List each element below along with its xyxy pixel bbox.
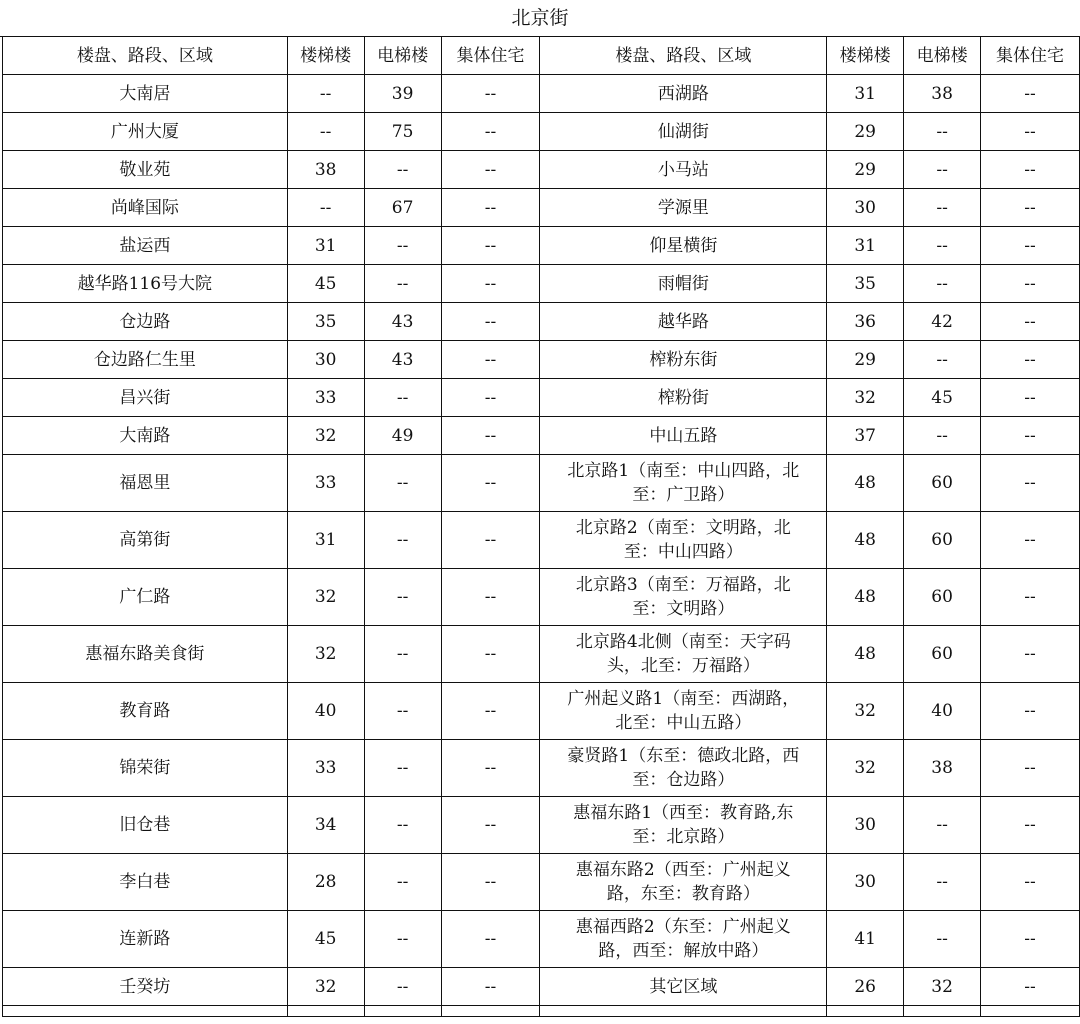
price-cell: 31 xyxy=(827,227,904,265)
header-cell: 楼梯楼 xyxy=(287,37,364,75)
table-row xyxy=(3,968,1080,1006)
location-cell: 小马站 xyxy=(540,151,827,189)
price-cell: -- xyxy=(981,455,1080,512)
price-cell: -- xyxy=(441,379,540,417)
location-cell: 李白巷 xyxy=(3,854,288,911)
price-cell: -- xyxy=(441,626,540,683)
price-cell: -- xyxy=(981,569,1080,626)
table-row xyxy=(3,417,1080,455)
price-cell: -- xyxy=(441,569,540,626)
header-cell: 集体住宅 xyxy=(981,37,1080,75)
table-row xyxy=(3,227,1080,265)
price-cell: -- xyxy=(441,911,540,968)
price-cell: -- xyxy=(364,512,441,569)
price-cell: 35 xyxy=(827,265,904,303)
price-cell: -- xyxy=(364,626,441,683)
price-cell: -- xyxy=(904,265,981,303)
price-cell: -- xyxy=(287,189,364,227)
price-cell: -- xyxy=(441,683,540,740)
price-cell: -- xyxy=(904,417,981,455)
table-row xyxy=(3,854,1080,911)
price-cell: -- xyxy=(981,683,1080,740)
location-cell: 锦荣街 xyxy=(3,740,288,797)
location-cell: 壬癸坊 xyxy=(3,968,288,1006)
price-cell: -- xyxy=(364,740,441,797)
empty-cell xyxy=(540,1006,827,1017)
price-cell: 67 xyxy=(364,189,441,227)
price-cell: -- xyxy=(364,911,441,968)
table-row xyxy=(3,113,1080,151)
price-cell: -- xyxy=(287,113,364,151)
price-cell: 35 xyxy=(287,303,364,341)
price-cell: 32 xyxy=(287,968,364,1006)
location-cell: 大南居 xyxy=(3,75,288,113)
price-cell: 38 xyxy=(904,75,981,113)
price-cell: -- xyxy=(981,113,1080,151)
price-cell: -- xyxy=(441,797,540,854)
location-cell: 盐运西 xyxy=(3,227,288,265)
header-cell: 集体住宅 xyxy=(441,37,540,75)
price-cell: 43 xyxy=(364,341,441,379)
price-cell: -- xyxy=(364,455,441,512)
table-row-partial xyxy=(3,1006,1080,1017)
price-cell: 34 xyxy=(287,797,364,854)
price-cell: -- xyxy=(904,854,981,911)
price-cell: -- xyxy=(287,75,364,113)
location-cell: 惠福东路2（西至：广州起义路，东至：教育路） xyxy=(540,854,827,911)
location-cell: 越华路 xyxy=(540,303,827,341)
price-cell: -- xyxy=(981,626,1080,683)
price-cell: -- xyxy=(981,189,1080,227)
price-cell: -- xyxy=(981,265,1080,303)
location-cell: 榨粉街 xyxy=(540,379,827,417)
price-cell: -- xyxy=(981,854,1080,911)
price-cell: 38 xyxy=(287,151,364,189)
location-cell: 旧仓巷 xyxy=(3,797,288,854)
location-cell: 昌兴街 xyxy=(3,379,288,417)
price-table xyxy=(2,36,1080,1017)
price-cell: -- xyxy=(364,151,441,189)
price-cell: -- xyxy=(364,379,441,417)
price-cell: -- xyxy=(904,227,981,265)
price-cell: 60 xyxy=(904,569,981,626)
price-cell: 33 xyxy=(287,740,364,797)
price-cell: -- xyxy=(981,740,1080,797)
table-title: 北京街 xyxy=(0,0,1080,37)
price-cell: -- xyxy=(441,417,540,455)
location-cell: 惠福西路2（东至：广州起义路，西至：解放中路） xyxy=(540,911,827,968)
price-cell: -- xyxy=(981,379,1080,417)
price-cell: -- xyxy=(904,911,981,968)
empty-cell xyxy=(3,1006,288,1017)
price-cell: -- xyxy=(904,797,981,854)
price-cell: 41 xyxy=(827,911,904,968)
location-cell: 广州起义路1（南至：西湖路，北至：中山五路） xyxy=(540,683,827,740)
price-cell: 30 xyxy=(287,341,364,379)
price-cell: 30 xyxy=(827,189,904,227)
location-cell: 北京路1（南至：中山四路，北至：广卫路） xyxy=(540,455,827,512)
table-row xyxy=(3,683,1080,740)
price-cell: -- xyxy=(981,417,1080,455)
price-cell: -- xyxy=(441,341,540,379)
price-cell: -- xyxy=(441,740,540,797)
price-cell: 32 xyxy=(287,626,364,683)
location-cell: 连新路 xyxy=(3,911,288,968)
location-cell: 大南路 xyxy=(3,417,288,455)
price-cell: 33 xyxy=(287,379,364,417)
price-cell: -- xyxy=(981,512,1080,569)
price-cell: 30 xyxy=(827,854,904,911)
price-cell: 32 xyxy=(827,740,904,797)
price-cell: -- xyxy=(441,75,540,113)
location-cell: 惠福东路美食街 xyxy=(3,626,288,683)
location-cell: 北京路3（南至：万福路，北至：文明路） xyxy=(540,569,827,626)
location-cell: 中山五路 xyxy=(540,417,827,455)
price-cell: 32 xyxy=(287,417,364,455)
price-cell: -- xyxy=(364,227,441,265)
empty-cell xyxy=(904,1006,981,1017)
location-cell: 雨帽街 xyxy=(540,265,827,303)
price-cell: 31 xyxy=(287,512,364,569)
price-cell: 45 xyxy=(287,911,364,968)
price-cell: -- xyxy=(904,189,981,227)
table-row xyxy=(3,569,1080,626)
table-row xyxy=(3,379,1080,417)
location-cell: 仙湖街 xyxy=(540,113,827,151)
price-cell: -- xyxy=(441,151,540,189)
header-cell: 楼盘、路段、区域 xyxy=(3,37,288,75)
price-cell: -- xyxy=(441,265,540,303)
price-cell: -- xyxy=(364,569,441,626)
price-cell: 28 xyxy=(287,854,364,911)
price-cell: -- xyxy=(981,227,1080,265)
price-cell: -- xyxy=(981,151,1080,189)
price-cell: 60 xyxy=(904,626,981,683)
price-cell: -- xyxy=(364,797,441,854)
table-row xyxy=(3,151,1080,189)
empty-cell xyxy=(827,1006,904,1017)
price-cell: 31 xyxy=(287,227,364,265)
price-cell: -- xyxy=(904,113,981,151)
price-cell: -- xyxy=(364,854,441,911)
price-cell: 48 xyxy=(827,512,904,569)
price-cell: -- xyxy=(981,303,1080,341)
location-cell: 福恩里 xyxy=(3,455,288,512)
location-cell: 榨粉东街 xyxy=(540,341,827,379)
price-cell: -- xyxy=(441,303,540,341)
price-cell: -- xyxy=(981,911,1080,968)
price-cell: 37 xyxy=(827,417,904,455)
price-cell: 48 xyxy=(827,626,904,683)
price-cell: -- xyxy=(981,968,1080,1006)
price-cell: 32 xyxy=(827,379,904,417)
price-cell: -- xyxy=(364,968,441,1006)
price-cell: 30 xyxy=(827,797,904,854)
location-cell: 尚峰国际 xyxy=(3,189,288,227)
header-cell: 电梯楼 xyxy=(364,37,441,75)
price-cell: -- xyxy=(441,189,540,227)
table-row xyxy=(3,626,1080,683)
table-row xyxy=(3,265,1080,303)
empty-cell xyxy=(981,1006,1080,1017)
price-cell: -- xyxy=(364,683,441,740)
price-cell: 48 xyxy=(827,569,904,626)
price-cell: 33 xyxy=(287,455,364,512)
location-cell: 高第街 xyxy=(3,512,288,569)
price-cell: 45 xyxy=(904,379,981,417)
table-body xyxy=(3,75,1080,1017)
empty-cell xyxy=(364,1006,441,1017)
location-cell: 学源里 xyxy=(540,189,827,227)
price-cell: 29 xyxy=(827,151,904,189)
price-cell: 39 xyxy=(364,75,441,113)
table-row xyxy=(3,189,1080,227)
price-cell: 26 xyxy=(827,968,904,1006)
location-cell: 其它区域 xyxy=(540,968,827,1006)
table-row xyxy=(3,512,1080,569)
location-cell: 仰星横街 xyxy=(540,227,827,265)
price-cell: 40 xyxy=(904,683,981,740)
price-cell: -- xyxy=(904,341,981,379)
price-cell: 29 xyxy=(827,113,904,151)
location-cell: 西湖路 xyxy=(540,75,827,113)
price-cell: 32 xyxy=(827,683,904,740)
location-cell: 北京路4北侧（南至：天字码头，北至：万福路） xyxy=(540,626,827,683)
table-row xyxy=(3,75,1080,113)
price-cell: 75 xyxy=(364,113,441,151)
location-cell: 北京路2（南至：文明路，北至：中山四路） xyxy=(540,512,827,569)
table-row xyxy=(3,455,1080,512)
price-cell: 49 xyxy=(364,417,441,455)
price-cell: 29 xyxy=(827,341,904,379)
price-cell: 42 xyxy=(904,303,981,341)
location-cell: 越华路116号大院 xyxy=(3,265,288,303)
price-cell: -- xyxy=(441,512,540,569)
header-cell: 楼梯楼 xyxy=(827,37,904,75)
table-row xyxy=(3,797,1080,854)
location-cell: 教育路 xyxy=(3,683,288,740)
price-cell: 45 xyxy=(287,265,364,303)
location-cell: 惠福东路1（西至：教育路,东至：北京路） xyxy=(540,797,827,854)
location-cell: 仓边路 xyxy=(3,303,288,341)
price-cell: 36 xyxy=(827,303,904,341)
price-cell: 40 xyxy=(287,683,364,740)
price-cell: -- xyxy=(904,151,981,189)
header-cell: 电梯楼 xyxy=(904,37,981,75)
price-cell: -- xyxy=(441,968,540,1006)
table-row xyxy=(3,740,1080,797)
empty-cell xyxy=(287,1006,364,1017)
price-cell: -- xyxy=(364,265,441,303)
empty-cell xyxy=(441,1006,540,1017)
price-cell: 38 xyxy=(904,740,981,797)
location-cell: 仓边路仁生里 xyxy=(3,341,288,379)
location-cell: 广仁路 xyxy=(3,569,288,626)
price-cell: -- xyxy=(441,227,540,265)
price-cell: 43 xyxy=(364,303,441,341)
price-cell: 60 xyxy=(904,512,981,569)
price-cell: 32 xyxy=(904,968,981,1006)
location-cell: 敬业苑 xyxy=(3,151,288,189)
price-cell: -- xyxy=(981,797,1080,854)
table-row xyxy=(3,341,1080,379)
location-cell: 广州大厦 xyxy=(3,113,288,151)
table-row xyxy=(3,911,1080,968)
price-cell: -- xyxy=(981,75,1080,113)
price-cell: 48 xyxy=(827,455,904,512)
header-cell: 楼盘、路段、区域 xyxy=(540,37,827,75)
table-row xyxy=(3,303,1080,341)
price-cell: -- xyxy=(441,455,540,512)
price-cell: -- xyxy=(981,341,1080,379)
price-cell: -- xyxy=(441,113,540,151)
price-cell: -- xyxy=(441,854,540,911)
location-cell: 豪贤路1（东至：德政北路，西至：仓边路） xyxy=(540,740,827,797)
price-cell: 60 xyxy=(904,455,981,512)
header-row xyxy=(3,37,1080,75)
price-cell: 31 xyxy=(827,75,904,113)
price-cell: 32 xyxy=(287,569,364,626)
